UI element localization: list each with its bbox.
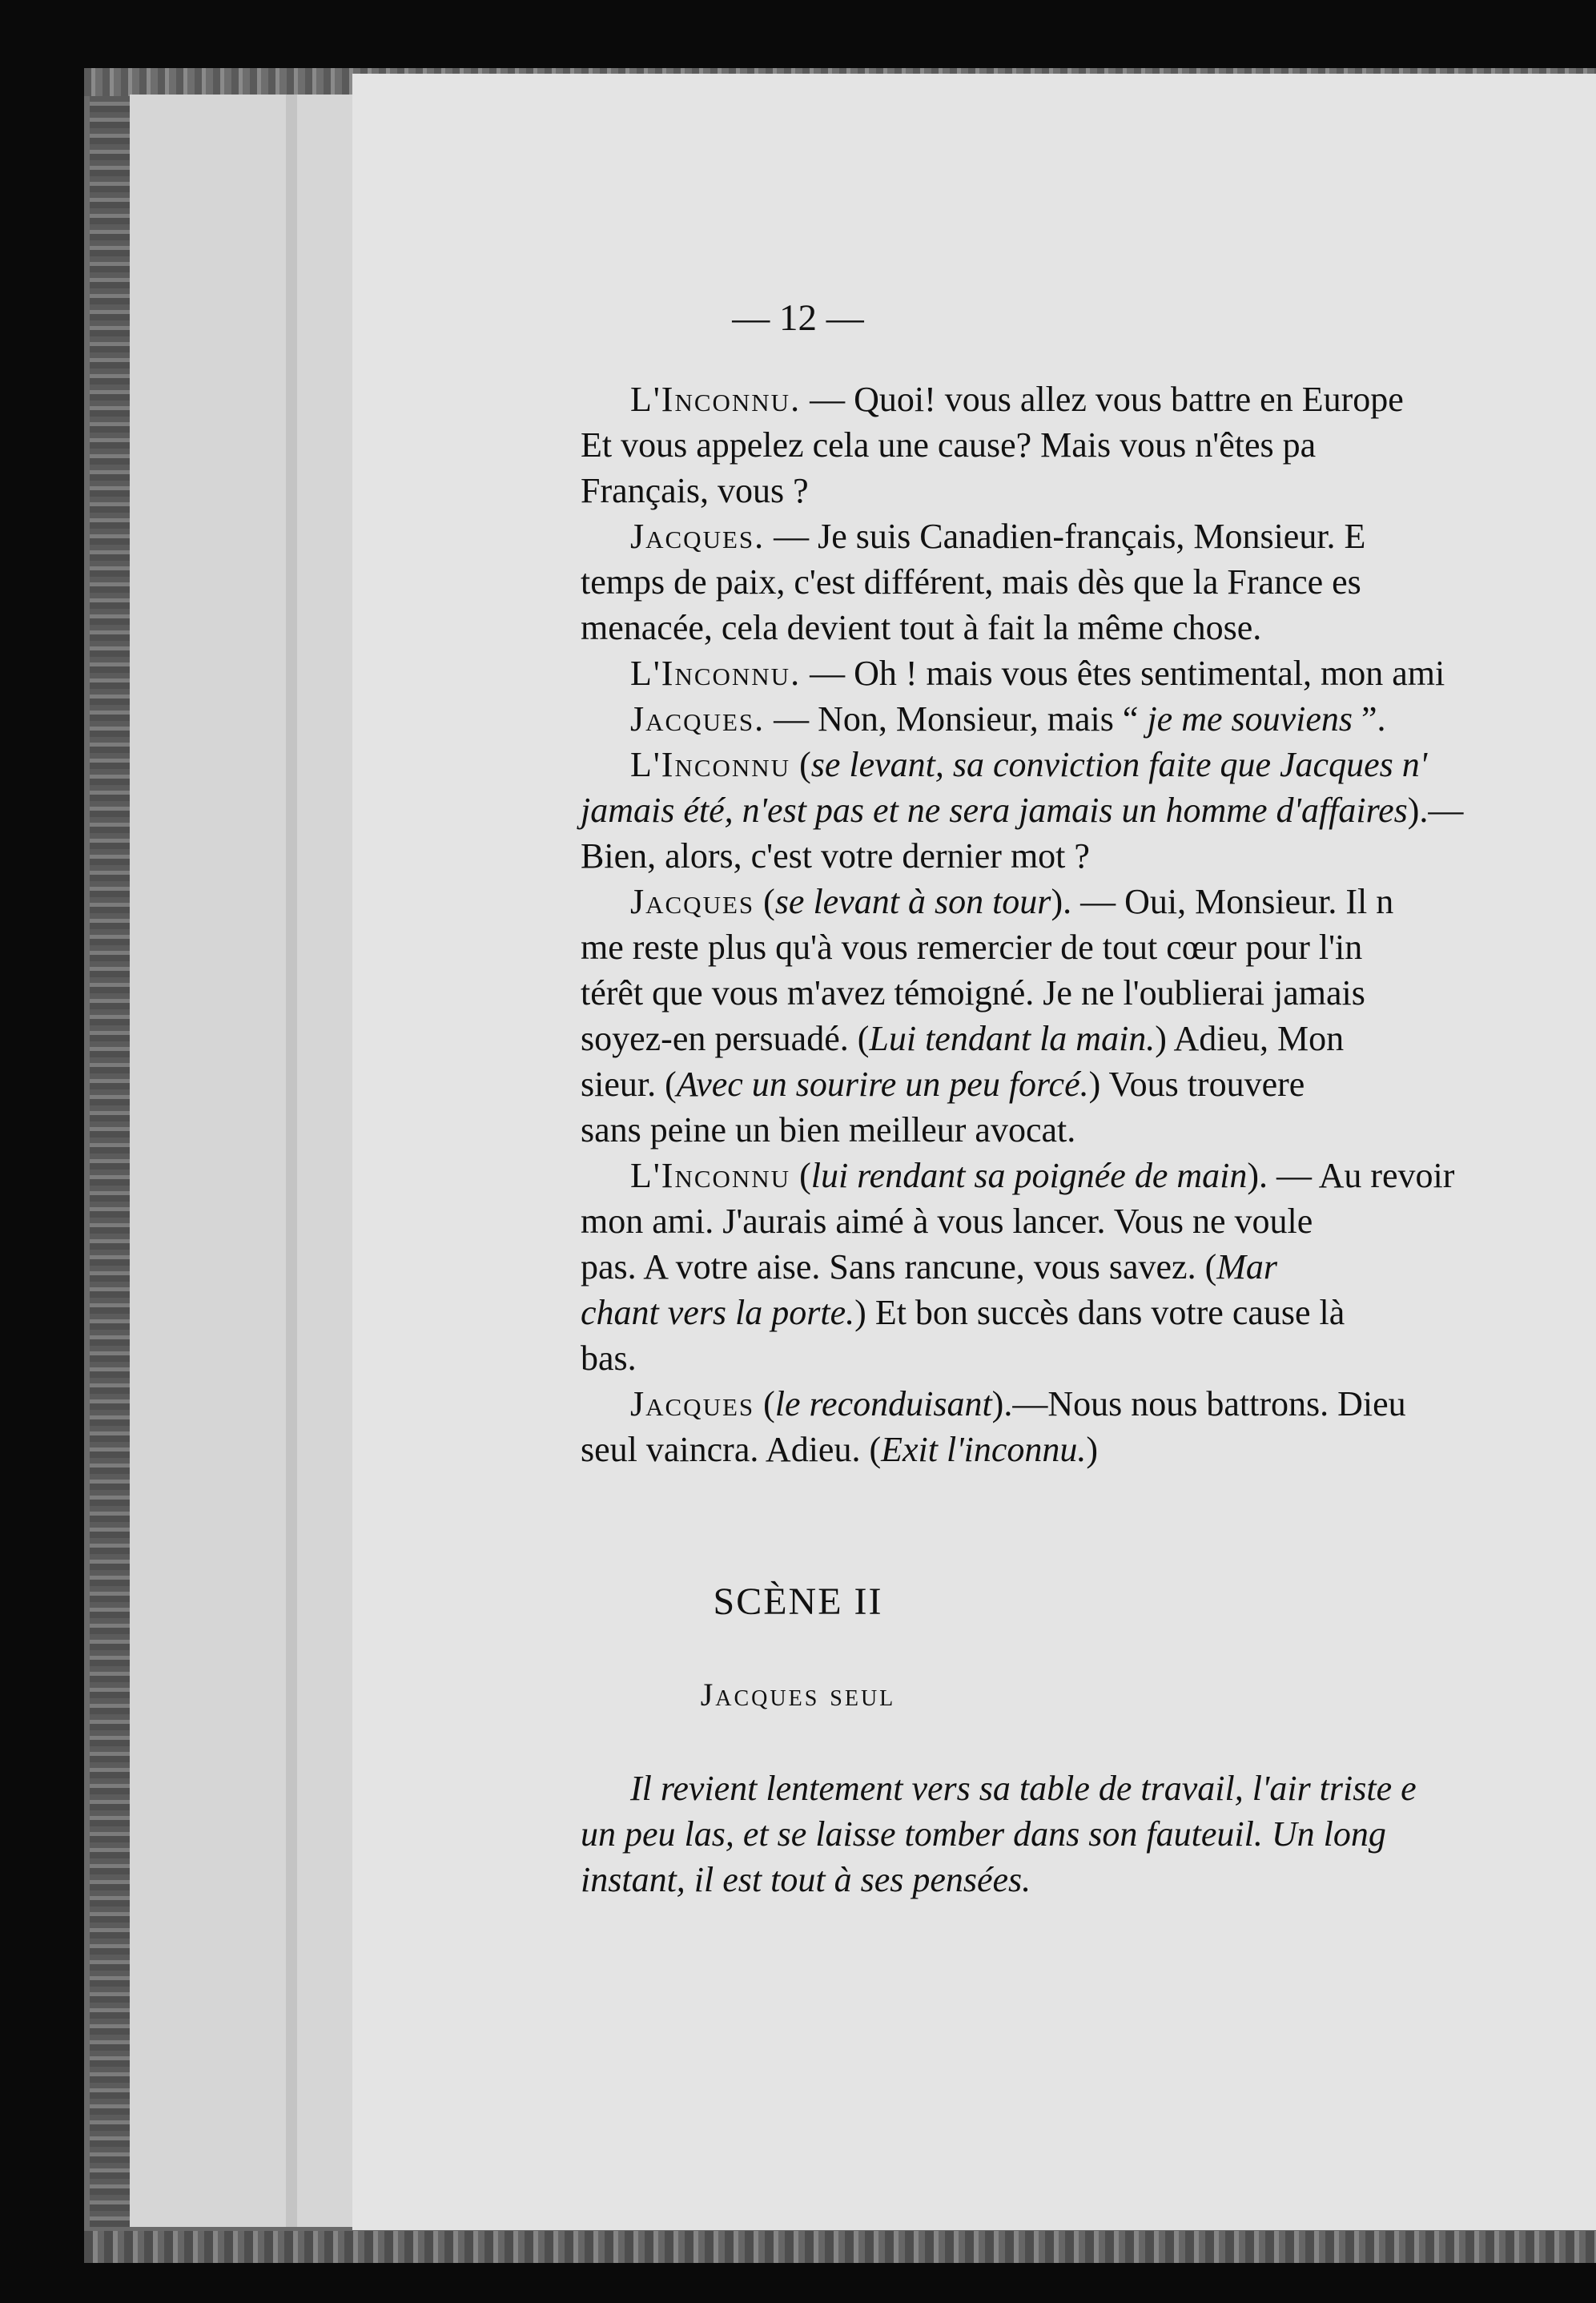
- dialogue-text-span: pas. A votre aise. Sans rancune, vous savez. (: [581, 1247, 1217, 1286]
- book-page: [352, 74, 1596, 2230]
- dialogue-line: menacée, cela devient tout à fait la même chose.: [581, 608, 1262, 647]
- dialogue-line: [581, 1381, 1596, 1427]
- stage-direction-line: instant, il est tout à ses pensées.: [581, 1860, 1031, 1899]
- dialogue-line: Français, vous ?: [581, 471, 809, 510]
- dialogue-line: [581, 1016, 1596, 1061]
- page-number: — 12 —: [732, 297, 864, 339]
- stage-direction: [581, 1765, 1596, 1902]
- dialogue-text-span: ): [1086, 1430, 1099, 1469]
- dialogue-line: térêt que vous m'avez témoigné. Je ne l'oublierai jamais: [581, 973, 1365, 1013]
- dialogue-text-span: sieur. (: [581, 1065, 677, 1104]
- speaker-name: Jacques.: [630, 699, 766, 739]
- dialogue-line: [581, 696, 1596, 742]
- dialogue-line: sans peine un bien meilleur avocat.: [581, 1110, 1076, 1149]
- stage-direction-inline: se levant à son tour: [774, 882, 1051, 921]
- book-cover-board: [130, 95, 372, 2227]
- dialogue-line: [581, 513, 1596, 559]
- dialogue-line: me reste plus qu'à vous remercier de tout cœur pour l'in: [581, 928, 1363, 967]
- dialogue-line: [581, 787, 1596, 833]
- stage-direction-inline: le reconduisant: [774, 1384, 992, 1423]
- dialogue-line: temps de paix, c'est différent, mais dès que la France es: [581, 562, 1361, 602]
- dialogue-text: [581, 376, 1596, 1472]
- stage-direction-line: Il revient lentement vers sa table de travail, l'air triste e: [630, 1769, 1417, 1808]
- speaker-name: L'Inconnu: [630, 1156, 791, 1195]
- dialogue-line: [581, 1153, 1596, 1198]
- speaker-name: L'Inconnu.: [630, 380, 802, 419]
- dialogue-line: [581, 879, 1596, 924]
- stage-direction-inline: se levant, sa conviction faite que Jacques n': [810, 745, 1428, 784]
- dialogue-text-span: ) Vous trouvere: [1088, 1065, 1305, 1104]
- dialogue-line: [581, 376, 1596, 422]
- dialogue-text-span: ).—: [1407, 791, 1464, 830]
- dialogue-text-span: — Quoi! vous allez vous battre en Europe: [801, 380, 1404, 419]
- dialogue-text-span: (: [754, 1384, 775, 1423]
- dialogue-text-span: (: [790, 1156, 811, 1195]
- stage-direction-inline: Lui tendant la main.: [869, 1019, 1156, 1058]
- stage-direction-line: un peu las, et se laisse tomber dans son fauteuil. Un long: [581, 1814, 1386, 1854]
- speaker-name: L'Inconnu.: [630, 654, 802, 693]
- dialogue-text-span: — Je suis Canadien-français, Monsieur. E: [765, 517, 1366, 556]
- dialogue-text-span: ) Adieu, Mon: [1155, 1019, 1345, 1058]
- stage-direction-inline: jamais été, n'est pas et ne sera jamais un homme d'affaires: [581, 791, 1408, 830]
- speaker-name: Jacques: [630, 1384, 755, 1423]
- dialogue-line: [581, 1244, 1596, 1290]
- stage-direction-inline: Avec un sourire un peu forcé.: [676, 1065, 1089, 1104]
- dialogue-text-span: ) Et bon succès dans votre cause là: [854, 1293, 1345, 1332]
- dialogue-text-span: ). — Au revoir: [1247, 1156, 1455, 1195]
- scene-characters: Jacques seul: [700, 1677, 896, 1713]
- stage-direction-inline: lui rendant sa poignée de main: [810, 1156, 1248, 1195]
- dialogue-line: [581, 1427, 1596, 1472]
- dialogue-line: [581, 742, 1596, 787]
- dialogue-line: [581, 1061, 1596, 1107]
- scene-title: SCÈNE II: [713, 1580, 883, 1623]
- speaker-name: L'Inconnu: [630, 745, 791, 784]
- dialogue-text-span: ).—Nous nous battrons. Dieu: [991, 1384, 1406, 1423]
- stage-direction-inline: Mar: [1216, 1247, 1278, 1286]
- stage-direction-inline: Exit l'inconnu.: [881, 1430, 1087, 1469]
- dialogue-text-span: soyez-en persuadé. (: [581, 1019, 870, 1058]
- book-binding-edge: [90, 96, 130, 2227]
- dialogue-text-span: ”.: [1353, 699, 1386, 739]
- stage-direction-inline: chant vers la porte.: [581, 1293, 855, 1332]
- quoted-motto: je me souviens: [1147, 699, 1353, 739]
- dialogue-text-span: seul vaincra. Adieu. (: [581, 1430, 882, 1469]
- dialogue-line: [581, 1290, 1596, 1335]
- dialogue-line: Bien, alors, c'est votre dernier mot ?: [581, 836, 1090, 876]
- dialogue-line: Et vous appelez cela une cause? Mais vous n'êtes pa: [581, 425, 1317, 465]
- dialogue-text-span: ). — Oui, Monsieur. Il n: [1051, 882, 1394, 921]
- dialogue-line: [581, 650, 1596, 696]
- dialogue-line: bas.: [581, 1339, 637, 1378]
- dialogue-text-span: — Non, Monsieur, mais “: [765, 699, 1148, 739]
- dialogue-text-span: (: [754, 882, 775, 921]
- dialogue-text-span: — Oh ! mais vous êtes sentimental, mon ami: [801, 654, 1445, 693]
- dialogue-line: mon ami. J'aurais aimé à vous lancer. Vous ne voule: [581, 1202, 1313, 1241]
- speaker-name: Jacques: [630, 882, 755, 921]
- dialogue-text-span: (: [790, 745, 811, 784]
- speaker-name: Jacques.: [630, 517, 766, 556]
